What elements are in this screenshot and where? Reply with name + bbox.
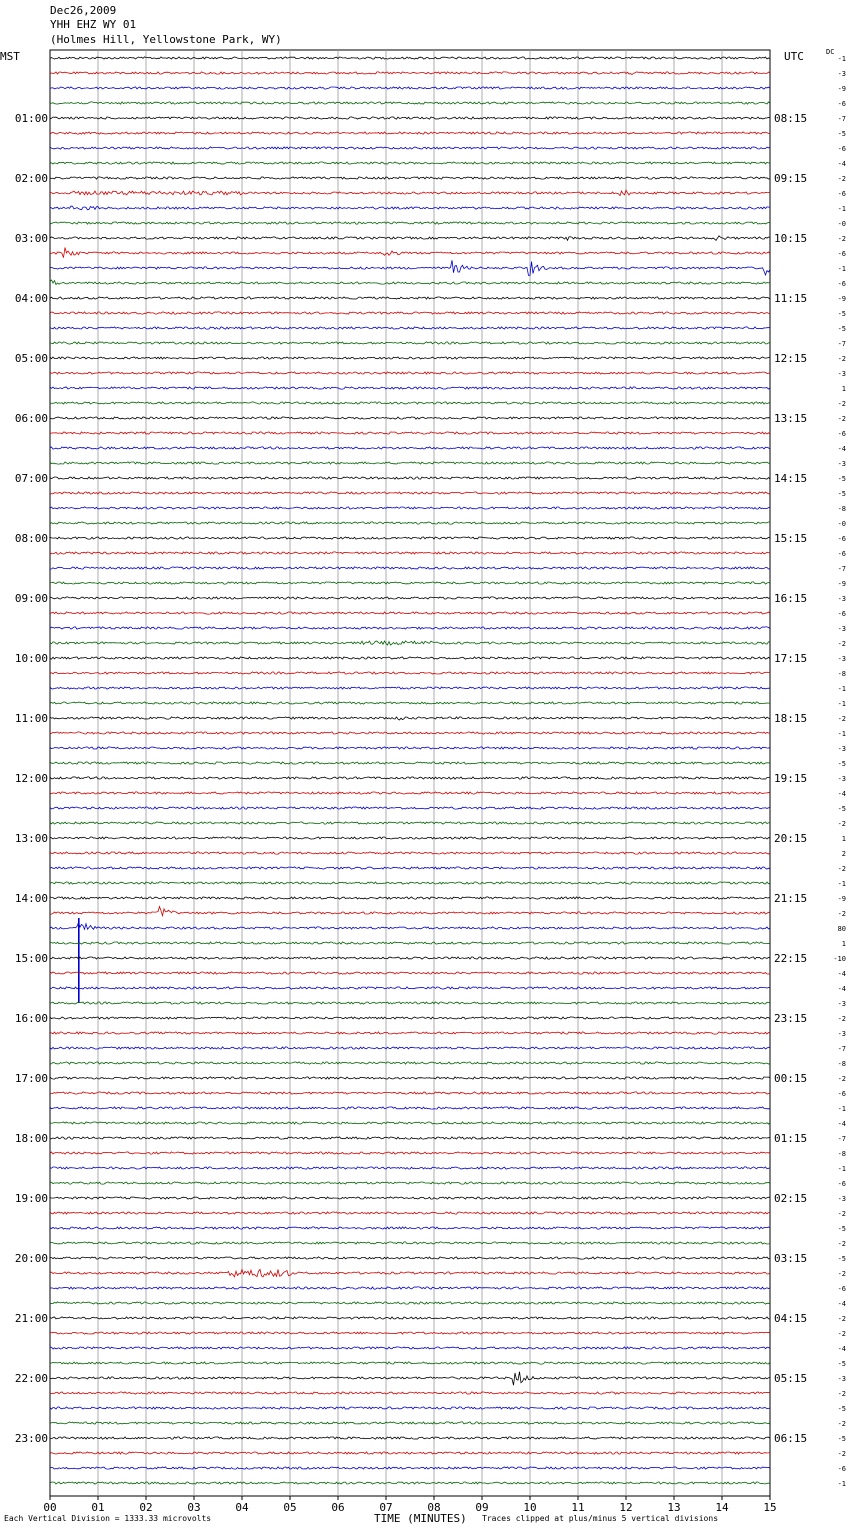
dc-offset-label: -1 (837, 205, 846, 213)
seismic-trace (50, 1482, 770, 1484)
mst-hour-label: 10:00 (14, 652, 48, 665)
x-tick-label: 15 (763, 1501, 777, 1514)
dc-offset-label: -1 (837, 730, 846, 738)
seismic-trace (50, 1227, 770, 1229)
dc-offset-label: -3 (837, 1375, 846, 1383)
mst-hour-label: 13:00 (14, 832, 48, 845)
seismic-trace (50, 807, 770, 809)
utc-hour-label: 04:15 (774, 1312, 808, 1325)
seismic-trace (50, 732, 770, 734)
dc-offset-label: -5 (837, 1255, 846, 1263)
dc-offset-header: DC (826, 48, 835, 56)
dc-offset-label: -2 (837, 1450, 846, 1458)
dc-offset-label: -2 (837, 1390, 846, 1398)
dc-offset-label: -2 (837, 640, 846, 648)
dc-offset-label: -2 (837, 1075, 846, 1083)
seismic-trace (50, 1077, 770, 1079)
x-tick-label: 14 (715, 1501, 729, 1514)
x-tick-label: 06 (331, 1501, 345, 1514)
dc-offset-label: -5 (837, 1435, 846, 1443)
mst-hour-label: 15:00 (14, 952, 48, 965)
dc-offset-label: -7 (837, 1045, 846, 1053)
seismic-trace (50, 190, 770, 196)
x-tick-label: 11 (571, 1501, 585, 1514)
dc-offset-label: -2 (837, 1270, 846, 1278)
dc-offset-label: -4 (837, 1300, 846, 1308)
dc-offset-label: -6 (837, 1285, 846, 1293)
dc-offset-label: -2 (837, 235, 846, 243)
seismic-trace (50, 972, 770, 974)
seismic-trace (50, 552, 770, 554)
seismic-trace (50, 147, 770, 149)
x-tick-label: 00 (43, 1501, 57, 1514)
seismic-trace (50, 87, 770, 89)
seismic-trace (50, 852, 770, 854)
seismic-trace (50, 837, 770, 839)
mst-hour-label: 06:00 (14, 412, 48, 425)
mst-hour-label: 01:00 (14, 112, 48, 125)
dc-offset-label: -5 (837, 1225, 846, 1233)
dc-offset-label: -9 (837, 85, 846, 93)
seismic-trace (50, 627, 770, 629)
dc-offset-label: -6 (837, 100, 846, 108)
seismic-trace (50, 1347, 770, 1349)
dc-offset-label: -6 (837, 610, 846, 618)
left-timezone-label: MST (0, 50, 20, 63)
seismic-trace (50, 672, 770, 674)
mst-hour-label: 03:00 (14, 232, 48, 245)
dc-offset-label: -8 (837, 1150, 846, 1158)
seismic-trace (50, 280, 770, 285)
dc-offset-label: -5 (837, 325, 846, 333)
seismic-trace (50, 260, 770, 275)
dc-offset-label: -4 (837, 1345, 846, 1353)
seismic-trace (50, 1437, 770, 1439)
x-tick-label: 03 (187, 1501, 201, 1514)
dc-offset-label: -2 (837, 910, 846, 918)
dc-offset-label: -3 (837, 1030, 846, 1038)
dc-offset-label: -9 (837, 580, 846, 588)
dc-offset-label: -0 (837, 520, 846, 528)
seismic-trace (50, 477, 770, 479)
seismic-trace (50, 942, 770, 944)
dc-offset-label: -6 (837, 280, 846, 288)
x-tick-label: 10 (523, 1501, 537, 1514)
dc-offset-label: -3 (837, 655, 846, 663)
seismic-trace (50, 567, 770, 569)
seismic-trace (50, 327, 770, 329)
dc-offset-label: -4 (837, 790, 846, 798)
mst-hour-label: 12:00 (14, 772, 48, 785)
x-tick-label: 09 (475, 1501, 489, 1514)
seismic-trace (50, 822, 770, 824)
dc-offset-label: -2 (837, 1015, 846, 1023)
dc-offset-label: -1 (837, 880, 846, 888)
seismic-trace (50, 867, 770, 869)
seismic-trace (50, 1212, 770, 1214)
x-axis-label: TIME (MINUTES) (374, 1512, 467, 1525)
dc-offset-label: -3 (837, 1195, 846, 1203)
seismic-trace (50, 1269, 770, 1277)
dc-offset-label: -5 (837, 760, 846, 768)
dc-offset-label: -2 (837, 1420, 846, 1428)
seismic-trace (50, 432, 770, 434)
seismic-trace (50, 132, 770, 134)
utc-hour-label: 22:15 (774, 952, 808, 965)
seismic-trace (50, 687, 770, 689)
seismic-trace (50, 702, 770, 704)
mst-hour-label: 02:00 (14, 172, 48, 185)
seismic-trace (50, 987, 770, 989)
dc-offset-label: 1 (841, 385, 846, 393)
dc-offset-label: -2 (837, 1315, 846, 1323)
seismic-trace (50, 102, 770, 104)
seismic-trace (50, 492, 770, 494)
utc-hour-label: 18:15 (774, 712, 808, 725)
dc-offset-label: -6 (837, 190, 846, 198)
dc-offset-label: -6 (837, 550, 846, 558)
seismic-trace (50, 792, 770, 794)
dc-offset-label: -6 (837, 430, 846, 438)
seismic-trace (50, 612, 770, 614)
dc-offset-label: -3 (837, 1000, 846, 1008)
seismic-trace (50, 462, 770, 464)
dc-offset-label: -1 (837, 1105, 846, 1113)
seismic-trace (50, 177, 770, 179)
mst-hour-label: 21:00 (14, 1312, 48, 1325)
utc-hour-label: 09:15 (774, 172, 808, 185)
x-tick-label: 01 (91, 1501, 105, 1514)
mst-hour-label: 04:00 (14, 292, 48, 305)
vertical-division-note: Each Vertical Division = 1333.33 microvolts (4, 1514, 212, 1523)
seismic-trace (50, 117, 770, 119)
seismic-trace (50, 717, 770, 720)
date-label: Dec26,2009 (50, 4, 117, 17)
mst-hour-label: 05:00 (14, 352, 48, 365)
dc-offset-label: -8 (837, 505, 846, 513)
dc-offset-label: -6 (837, 250, 846, 258)
dc-offset-label: 1 (841, 835, 846, 843)
dc-offset-label: -8 (837, 1060, 846, 1068)
seismic-trace (50, 777, 770, 779)
dc-offset-label: -4 (837, 985, 846, 993)
right-timezone-label: UTC (784, 50, 804, 63)
station-label: YHH EHZ WY 01 (50, 18, 137, 31)
dc-offset-label: -1 (837, 700, 846, 708)
dc-offset-label: -3 (837, 460, 846, 468)
mst-hour-label: 08:00 (14, 532, 48, 545)
utc-hour-label: 16:15 (774, 592, 808, 605)
dc-offset-label: -6 (837, 1090, 846, 1098)
mst-hour-label: 18:00 (14, 1132, 48, 1145)
dc-offset-label: -5 (837, 1360, 846, 1368)
utc-hour-label: 08:15 (774, 112, 808, 125)
mst-hour-label: 23:00 (14, 1432, 48, 1445)
dc-offset-label: -6 (837, 1180, 846, 1188)
seismic-trace (50, 1302, 770, 1304)
dc-offset-label: -9 (837, 295, 846, 303)
seismic-trace (50, 1107, 770, 1109)
dc-offset-label: -2 (837, 865, 846, 873)
x-tick-label: 13 (667, 1501, 681, 1514)
utc-hour-label: 03:15 (774, 1252, 808, 1265)
dc-offset-label: -3 (837, 625, 846, 633)
seismic-trace (50, 1152, 770, 1154)
seismic-trace (50, 236, 770, 241)
seismic-trace (50, 1422, 770, 1424)
utc-hour-label: 15:15 (774, 532, 808, 545)
utc-hour-label: 00:15 (774, 1072, 808, 1085)
seismic-trace (50, 641, 770, 645)
dc-offset-label: -2 (837, 355, 846, 363)
dc-offset-label: -5 (837, 805, 846, 813)
x-tick-label: 07 (379, 1501, 393, 1514)
dc-offset-label: 80 (837, 925, 846, 933)
mst-hour-label: 22:00 (14, 1372, 48, 1385)
dc-offset-label: -6 (837, 535, 846, 543)
seismic-trace (50, 357, 770, 359)
dc-offset-label: -6 (837, 1465, 846, 1473)
seismic-trace (50, 1407, 770, 1409)
utc-hour-label: 21:15 (774, 892, 808, 905)
seismic-trace (50, 1032, 770, 1034)
x-tick-label: 05 (283, 1501, 297, 1514)
utc-hour-label: 13:15 (774, 412, 808, 425)
dc-offset-label: -7 (837, 565, 846, 573)
seismic-trace (50, 248, 770, 258)
dc-offset-label: -9 (837, 895, 846, 903)
utc-hour-label: 12:15 (774, 352, 808, 365)
seismic-trace (50, 747, 770, 749)
seismic-trace (50, 417, 770, 419)
dc-offset-label: -1 (837, 1165, 846, 1173)
seismic-trace (50, 1122, 770, 1124)
seismic-trace (50, 1137, 770, 1139)
x-tick-label: 04 (235, 1501, 249, 1514)
seismic-trace (50, 1197, 770, 1199)
dc-offset-label: -2 (837, 715, 846, 723)
seismic-trace (50, 1452, 770, 1454)
dc-offset-label: -3 (837, 70, 846, 78)
dc-offset-label: -8 (837, 670, 846, 678)
utc-hour-label: 06:15 (774, 1432, 808, 1445)
dc-offset-label: -3 (837, 370, 846, 378)
seismic-trace (50, 1167, 770, 1169)
dc-offset-label: -6 (837, 145, 846, 153)
dc-offset-label: -1 (837, 685, 846, 693)
dc-offset-label: -7 (837, 115, 846, 123)
seismic-trace (50, 907, 770, 916)
mst-hour-label: 09:00 (14, 592, 48, 605)
dc-offset-label: -2 (837, 820, 846, 828)
dc-offset-label: 1 (841, 940, 846, 948)
dc-offset-label: -5 (837, 490, 846, 498)
utc-hour-label: 02:15 (774, 1192, 808, 1205)
dc-offset-label: -5 (837, 130, 846, 138)
seismic-trace (50, 342, 770, 344)
seismic-trace (50, 206, 770, 210)
utc-hour-label: 10:15 (774, 232, 808, 245)
dc-offset-label: -5 (837, 310, 846, 318)
seismic-trace (50, 522, 770, 524)
dc-offset-label: -3 (837, 745, 846, 753)
seismic-trace (50, 537, 770, 539)
dc-offset-label: -4 (837, 1120, 846, 1128)
dc-offset-label: -2 (837, 415, 846, 423)
dc-offset-label: -5 (837, 1405, 846, 1413)
utc-hour-label: 17:15 (774, 652, 808, 665)
dc-offset-label: -5 (837, 475, 846, 483)
dc-offset-label: -0 (837, 220, 846, 228)
mst-hour-label: 16:00 (14, 1012, 48, 1025)
seismic-trace (50, 1242, 770, 1244)
seismic-trace (50, 162, 770, 164)
utc-hour-label: 01:15 (774, 1132, 808, 1145)
seismic-trace (50, 297, 770, 299)
seismic-trace (50, 1257, 770, 1259)
utc-hour-label: 19:15 (774, 772, 808, 785)
utc-hour-label: 14:15 (774, 472, 808, 485)
dc-offset-label: 2 (841, 850, 846, 858)
dc-offset-label: -3 (837, 775, 846, 783)
seismic-trace (50, 1017, 770, 1019)
dc-offset-label: -2 (837, 1330, 846, 1338)
dc-offset-label: -2 (837, 1210, 846, 1218)
dc-offset-label: -2 (837, 1240, 846, 1248)
seismic-trace (50, 1362, 770, 1364)
seismic-trace (50, 582, 770, 584)
seismic-trace (50, 597, 770, 599)
seismic-trace (50, 402, 770, 404)
seismic-trace (50, 1182, 770, 1184)
x-tick-label: 08 (427, 1501, 441, 1514)
seismic-trace (50, 882, 770, 884)
utc-hour-label: 20:15 (774, 832, 808, 845)
seismic-trace (50, 1332, 770, 1334)
clipping-note: Traces clipped at plus/minus 5 vertical divisions (482, 1514, 719, 1523)
seismic-trace (50, 957, 770, 959)
seismic-trace (50, 1372, 770, 1386)
seismic-trace (50, 1392, 770, 1394)
dc-offset-label: -1 (837, 265, 846, 273)
utc-hour-label: 11:15 (774, 292, 808, 305)
x-tick-label: 02 (139, 1501, 153, 1514)
dc-offset-label: -3 (837, 595, 846, 603)
seismic-trace (50, 1467, 770, 1469)
location-label: (Holmes Hill, Yellowstone Park, WY) (50, 33, 282, 46)
dc-offset-label: -2 (837, 175, 846, 183)
seismic-trace (50, 57, 770, 59)
mst-hour-label: 11:00 (14, 712, 48, 725)
dc-offset-label: -7 (837, 340, 846, 348)
mst-hour-label: 20:00 (14, 1252, 48, 1265)
seismic-trace (50, 1287, 770, 1289)
seismic-trace (50, 507, 770, 509)
seismic-trace (50, 387, 770, 389)
dc-offset-label: -4 (837, 160, 846, 168)
seismic-trace (50, 1062, 770, 1064)
utc-hour-label: 23:15 (774, 1012, 808, 1025)
seismic-trace (50, 923, 770, 930)
seismic-trace (50, 312, 770, 314)
seismic-trace (50, 222, 770, 224)
seismic-trace (50, 1317, 770, 1319)
dc-offset-label: -7 (837, 1135, 846, 1143)
mst-hour-label: 07:00 (14, 472, 48, 485)
dc-offset-label: -4 (837, 970, 846, 978)
seismic-trace (50, 1092, 770, 1094)
mst-hour-label: 17:00 (14, 1072, 48, 1085)
mst-hour-label: 14:00 (14, 892, 48, 905)
dc-offset-label: -10 (833, 955, 846, 963)
x-tick-label: 12 (619, 1501, 633, 1514)
dc-offset-label: -1 (837, 1480, 846, 1488)
seismic-trace (50, 1047, 770, 1049)
seismic-trace (50, 657, 770, 659)
seismic-trace (50, 762, 770, 764)
seismic-trace (50, 447, 770, 449)
dc-offset-label: -2 (837, 400, 846, 408)
seismic-trace (50, 372, 770, 374)
dc-offset-label: -1 (837, 55, 846, 63)
utc-hour-label: 05:15 (774, 1372, 808, 1385)
seismic-trace (50, 1002, 770, 1004)
seismic-trace (50, 72, 770, 75)
dc-offset-label: -4 (837, 445, 846, 453)
seismic-trace (50, 897, 770, 899)
mst-hour-label: 19:00 (14, 1192, 48, 1205)
